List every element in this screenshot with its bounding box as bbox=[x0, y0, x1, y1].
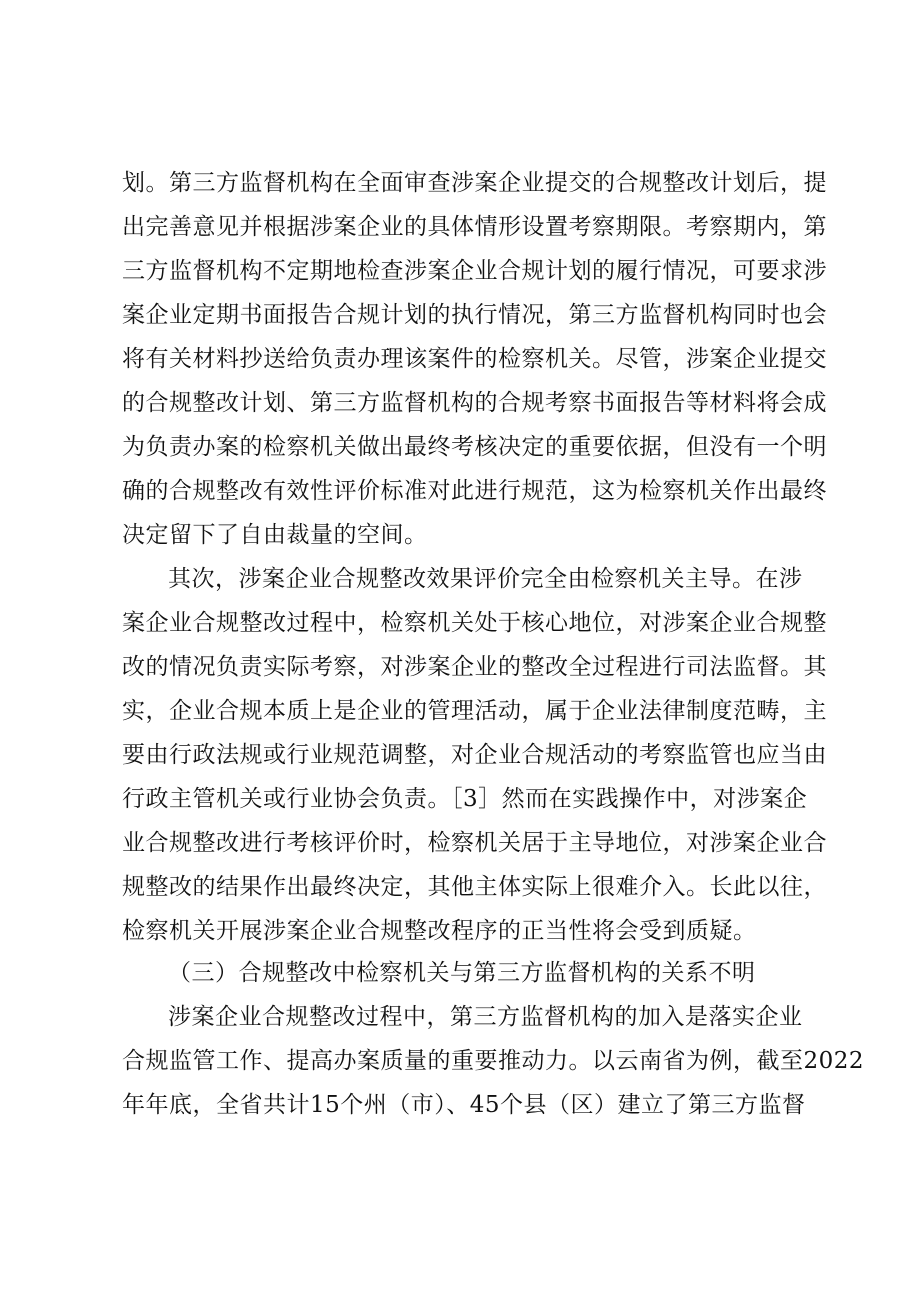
paragraph-line: 年年底，全省共计15个州（市）、45个县（区）建立了第三方监督 bbox=[122, 1092, 806, 1118]
paragraph-line: 决定留下了自由裁量的空间。 bbox=[122, 522, 428, 548]
paragraph-line: 改的情况负责实际考察，对涉案企业的整改全过程进行司法监督。其 bbox=[122, 654, 827, 680]
paragraph-line: 确的合规整改有效性评价标准对此进行规范，这为检察机关作出最终 bbox=[122, 478, 827, 504]
paragraph-line: 合规监管工作、提高办案质量的重要推动力。以云南省为例，截至2022 bbox=[122, 1048, 865, 1074]
paragraph-line: 为负责办案的检察机关做出最终考核决定的重要依据，但没有一个明 bbox=[122, 434, 827, 460]
paragraph-line: 要由行政法规或行业规范调整，对企业合规活动的考察监管也应当由 bbox=[122, 742, 827, 768]
section-heading: （三）合规整改中检察机关与第三方监督机构的关系不明 bbox=[168, 960, 756, 986]
paragraph-line: 将有关材料抄送给负责办理该案件的检察机关。尽管，涉案企业提交 bbox=[122, 346, 827, 372]
paragraph-line: 实，企业合规本质上是企业的管理活动，属于企业法律制度范畴，主 bbox=[122, 698, 827, 724]
document-body bbox=[122, 168, 827, 828]
paragraph-line: 检察机关开展涉案企业合规整改程序的正当性将会受到质疑。 bbox=[122, 918, 757, 944]
paragraph-line: 的合规整改计划、第三方监督机构的合规考察书面报告等材料将会成 bbox=[122, 390, 827, 416]
paragraph-line: 业合规整改进行考核评价时，检察机关居于主导地位，对涉案企业合 bbox=[122, 830, 827, 856]
paragraph-line: 涉案企业合规整改过程中，第三方监督机构的加入是落实企业 bbox=[168, 1004, 803, 1030]
paragraph-line: 行政主管机关或行业协会负责。［3］然而在实践操作中，对涉案企 bbox=[122, 786, 808, 812]
paragraph-line: 案企业定期书面报告合规计划的执行情况，第三方监督机构同时也会 bbox=[122, 302, 827, 328]
document-body-continued bbox=[122, 828, 865, 1148]
paragraph-line: 划。第三方监督机构在全面审查涉案企业提交的合规整改计划后，提 bbox=[122, 170, 827, 196]
paragraph-line: 案企业合规整改过程中，检察机关处于核心地位，对涉案企业合规整 bbox=[122, 610, 827, 636]
paragraph-line: 其次，涉案企业合规整改效果评价完全由检察机关主导。在涉 bbox=[168, 566, 803, 592]
paragraph-line: 三方监督机构不定期地检查涉案企业合规计划的履行情况，可要求涉 bbox=[122, 258, 827, 284]
paragraph-line: 规整改的结果作出最终决定，其他主体实际上很难介入。长此以往， bbox=[122, 874, 827, 900]
paragraph-line: 出完善意见并根据涉案企业的具体情形设置考察期限。考察期内，第 bbox=[122, 214, 827, 240]
